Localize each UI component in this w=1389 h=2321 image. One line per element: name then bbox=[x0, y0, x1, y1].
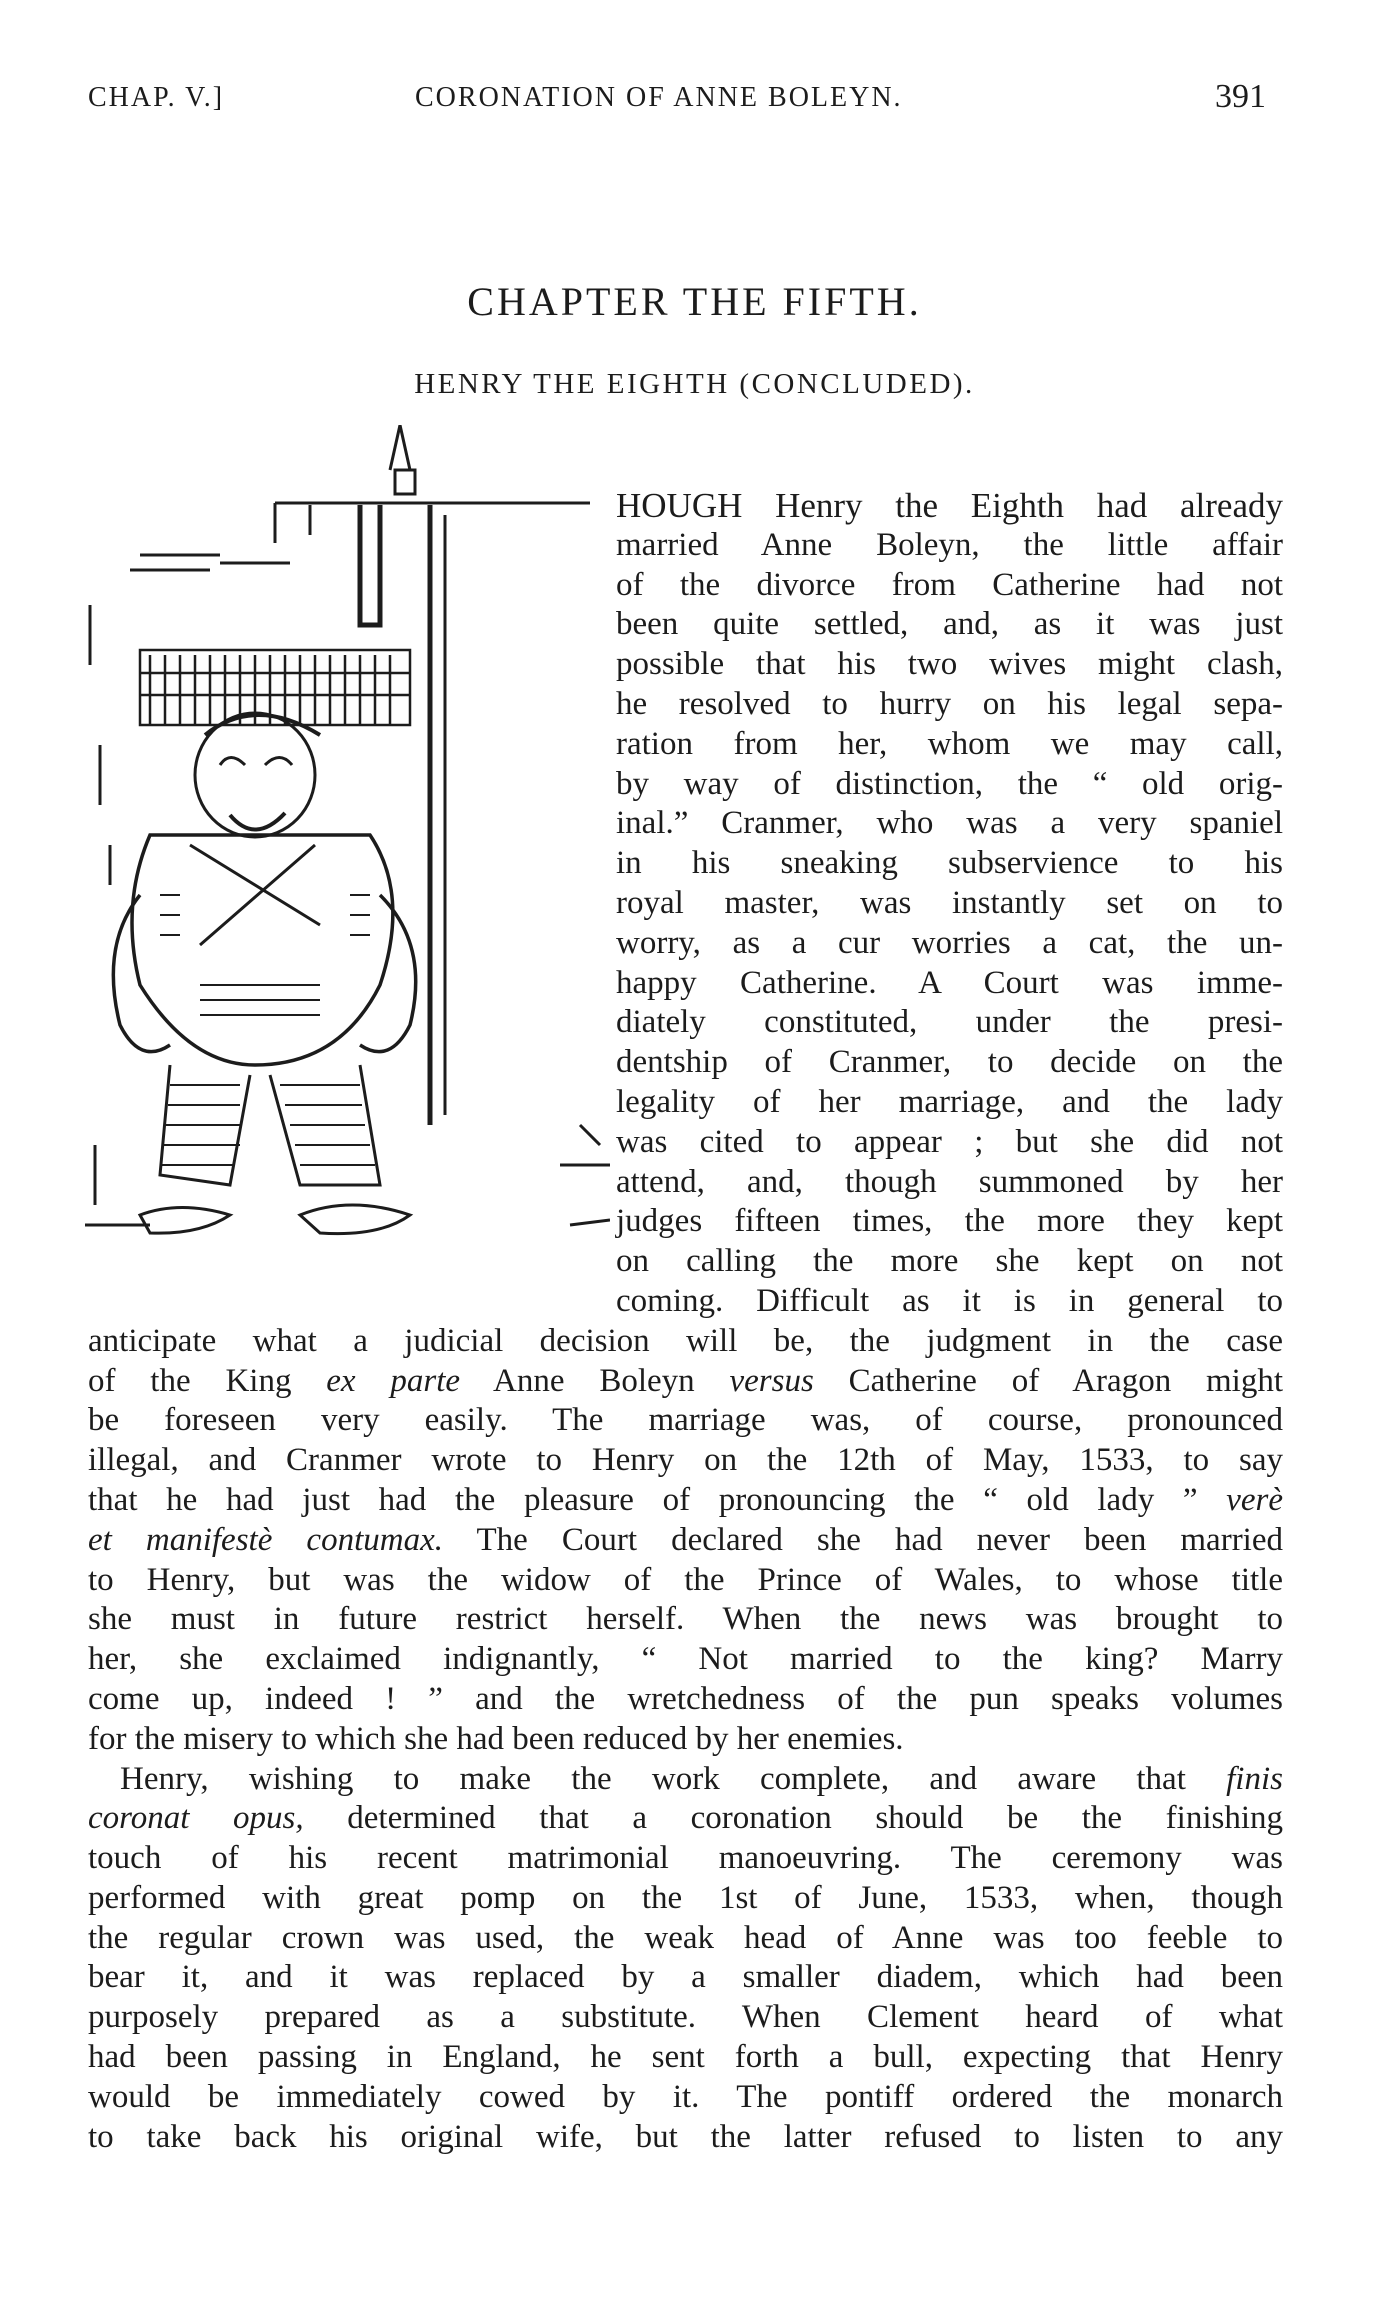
chapter-subtitle: HENRY THE EIGHTH (CONCLUDED). bbox=[414, 368, 975, 400]
running-title: CORONATION OF ANNE BOLEYN. bbox=[415, 82, 903, 113]
page-number: 391 bbox=[1215, 78, 1266, 115]
drop-cap-line: HOUGH Henry the Eighth had already bbox=[616, 486, 1283, 525]
paragraph-2: Henry, wishing to make the work complete, and aware that finis coronat opus, determined that a coronation should be the finishing touch of his recent matrimonial manoeuvring. The ceremony was performed with great pomp on the 1st of June, 1533, when, though the regular crown was used, the weak head of Anne was too feeble to bear it, and it was replaced by a smaller diadem, which had been purposely prepared as a substitute. When Clement heard of what had been passing in England, he sent forth a bull, expecting that Henry would be immediately cowed by it. The pontiff ordered the monarch to take back his original wife, but the latter refused to listen to any bbox=[88, 1760, 1283, 2155]
paragraph-1: HOUGH Henry the Eighth had already married Anne Boleyn, the little affair of the divorce from Catherine had not been quite settled, and, as it was just possible that his two wives might clash, he resolved to hurry on his legal sepa- ration from her, whom we may call, by way of distinction, the “ old orig- inal.” Cranmer, who was a very spaniel in his sneaking subservience to his royal master, was instantly set on to worry, as a cur worries a cat, the un- happy Catherine. A Court was imme- diately constituted, under the presi- dentship of Cranmer, to decide on the legality of her marriage, and the lady was cited to appear ; but she did not attend, and, though summoned by her judges fifteen times, the more they kept on calling the more she kept on not coming. Difficult as it is in general to anticipate what a judicial decision will be, the judgment in the case of the King ex parte Anne Boleyn versus Catherine of Aragon might be foreseen very easily. The marriage was, of course, pronounced illegal, and Cranmer wrote to Henry on the 12th of May, 1533, to say that he had just had the pleasure of pronouncing the “ old lady ” verè et manifestè contumax. The Court declared she had never been married to Henry, but was the widow of the Prince of Wales, to whose title she must in future restrict herself. When the news was brought to her, she exclaimed indignantly, “ Not married to the king? Marry come up, indeed ! ” and the wretchedness of the pun speaks volumes for the misery to which she had been reduced by her enemies. bbox=[88, 486, 1284, 1757]
running-head bbox=[0, 78, 1389, 132]
body-text bbox=[88, 486, 1283, 2157]
chapter-title: CHAPTER THE FIFTH. bbox=[467, 279, 922, 324]
chapter-marker: CHAP. V.] bbox=[88, 82, 225, 113]
